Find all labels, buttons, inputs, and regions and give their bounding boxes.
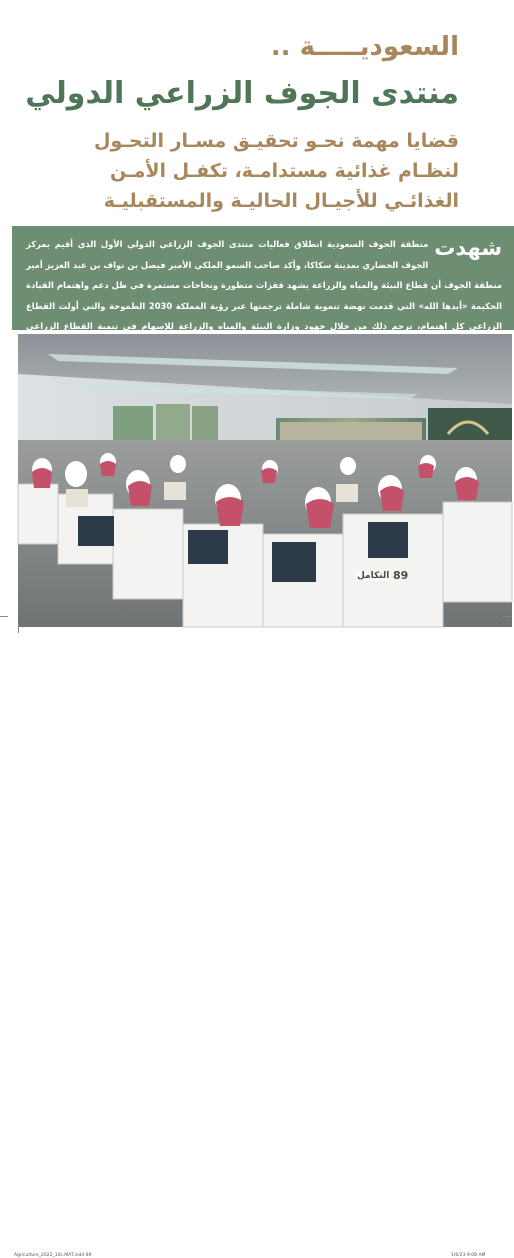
crop-mark: [0, 616, 8, 617]
lead-drop-word: شهدت: [434, 236, 502, 260]
lead-paragraph-text: منطقة الجوف السعودية انطلاق فعاليات منتدى الجوف الزراعي الدولي الأول الذي أقيم بمركز الجوف الحضاري بمدينة سكاكا، وأكد صاحب السمو الملكي الأمير فيصل بن نواف بن عبد العزيز أمير منطقة الجوف أن قطاع البيئة والمياه والزراعة يشهد قفزات متطورة ونجاحات مستمرة في ظل دعم واهتمام القيادة الحكيمة «أيدها الله» التي قدمت نهضة تنموية شاملة ترجمتها عبر رؤية المملكة 2030 الطموحة والتي أولت القطاع الزراعي كل اهتمام، ترجم ذلك من خلال جهود وزارة البيئة والمياه والزراعة للإسهام في تنمية القطاع الزراعي: [26, 239, 502, 331]
article-headline: منتدى الجوف الزراعي الدولي: [25, 76, 459, 111]
sponsor-logo: التكامل: [357, 571, 390, 581]
print-slug-filename: Agriculture_2022_10s.MAT.indd 89: [14, 1253, 92, 1258]
article-kicker: السعوديـــــة ..: [270, 32, 459, 62]
print-slug-strip: [0, 626, 511, 1258]
page-number: 89: [393, 569, 409, 582]
forum-hall-photo: [18, 334, 512, 627]
article-subtitle: قضايا مهمة نحـو تحقيـق مسـار التحـول لنظـام غذائية مستدامـة، تكفـل الأمـن الغذائـي للأجيـال الحاليـة والمستقبليـة: [94, 130, 459, 212]
print-slug-timestamp: 1/6/23 9:08 AM: [451, 1253, 486, 1258]
lead-paragraph-box: [12, 226, 514, 330]
crop-mark: [18, 624, 19, 633]
crop-mark: [503, 616, 511, 617]
